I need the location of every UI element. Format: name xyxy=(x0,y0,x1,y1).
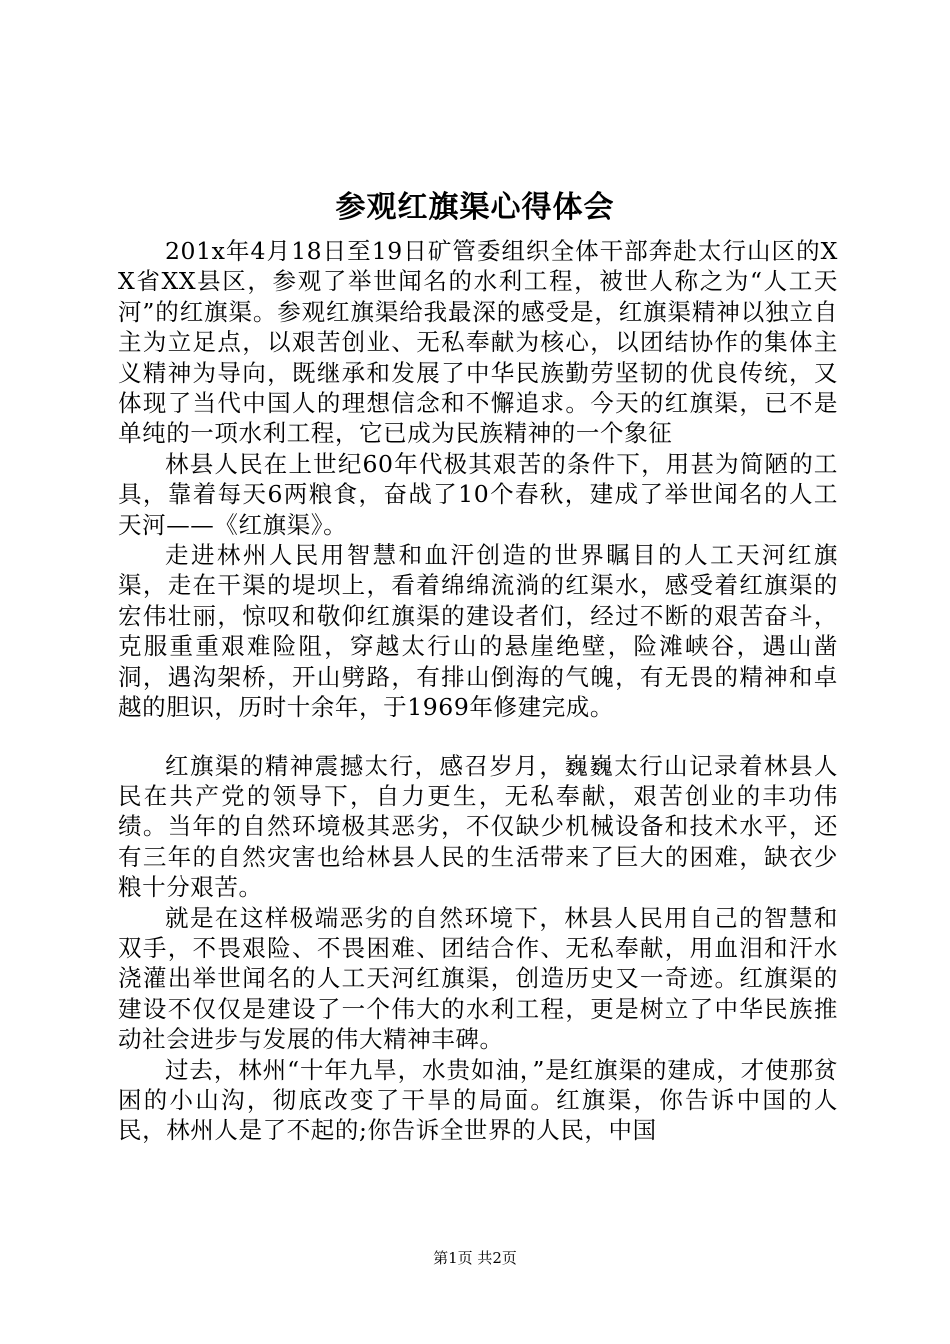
paragraph-3: 走进林州人民用智慧和血汗创造的世界瞩目的人工天河红旗渠，走在干渠的堤坝上，看着绵绵流淌的红渠水，感受着红旗渠的宏伟壮丽，惊叹和敬仰红旗渠的建设者们，经过不断的艰苦奋斗，克服重重艰难险阻，穿越太行山的悬崖绝壁，险滩峡谷，遇山凿洞，遇沟架桥，开山劈路，有排山倒海的气魄，有无畏的精神和卓越的胆识，历时十余年，于1969年修建完成。 xyxy=(118,541,838,722)
page-number-footer: 第1页 共2页 xyxy=(433,1249,517,1267)
paragraph-2: 林县人民在上世纪60年代极其艰苦的条件下，用甚为简陋的工具，靠着每天6两粮食，奋战了10个春秋，建成了举世闻名的人工天河——《红旗渠》。 xyxy=(118,449,838,539)
document-body xyxy=(118,236,838,1146)
paragraph-6: 过去，林州“十年九旱，水贵如油，”是红旗渠的建成，才使那贫困的小山沟，彻底改变了干旱的局面。红旗渠，你告诉中国的人民，林州人是了不起的;你告诉全世界的人民，中国 xyxy=(118,1055,838,1145)
paragraph-4: 红旗渠的精神震撼太行，感召岁月，巍巍太行山记录着林县人民在共产党的领导下，自力更生，无私奉献，艰苦创业的丰功伟绩。当年的自然环境极其恶劣，不仅缺少机械设备和技术水平，还有三年的自然灾害也给林县人民的生活带来了巨大的困难，缺衣少粮十分艰苦。 xyxy=(118,751,838,902)
paragraph-1: 201x年4月18日至19日矿管委组织全体干部奔赴太行山区的XX省XX县区，参观了举世闻名的水利工程，被世人称之为“人工天河”的红旗渠。参观红旗渠给我最深的感受是，红旗渠精神以独立自主为立足点，以艰苦创业、无私奉献为核心，以团结协作的集体主义精神为导向，既继承和发展了中华民族勤劳坚韧的优良传统，又体现了当代中国人的理想信念和不懈追求。今天的红旗渠，已不是单纯的一项水利工程，它已成为民族精神的一个象征 xyxy=(118,237,838,448)
paragraph-5: 就是在这样极端恶劣的自然环境下，林县人民用自己的智慧和双手，不畏艰险、不畏困难、团结合作、无私奉献，用血泪和汗水浇灌出举世闻名的人工天河红旗渠，创造历史又一奇迹。红旗渠的建设不仅仅是建设了一个伟大的水利工程，更是树立了中华民族推动社会进步与发展的伟大精神丰碑。 xyxy=(118,903,838,1054)
document-title: 参观红旗渠心得体会 xyxy=(335,190,615,225)
